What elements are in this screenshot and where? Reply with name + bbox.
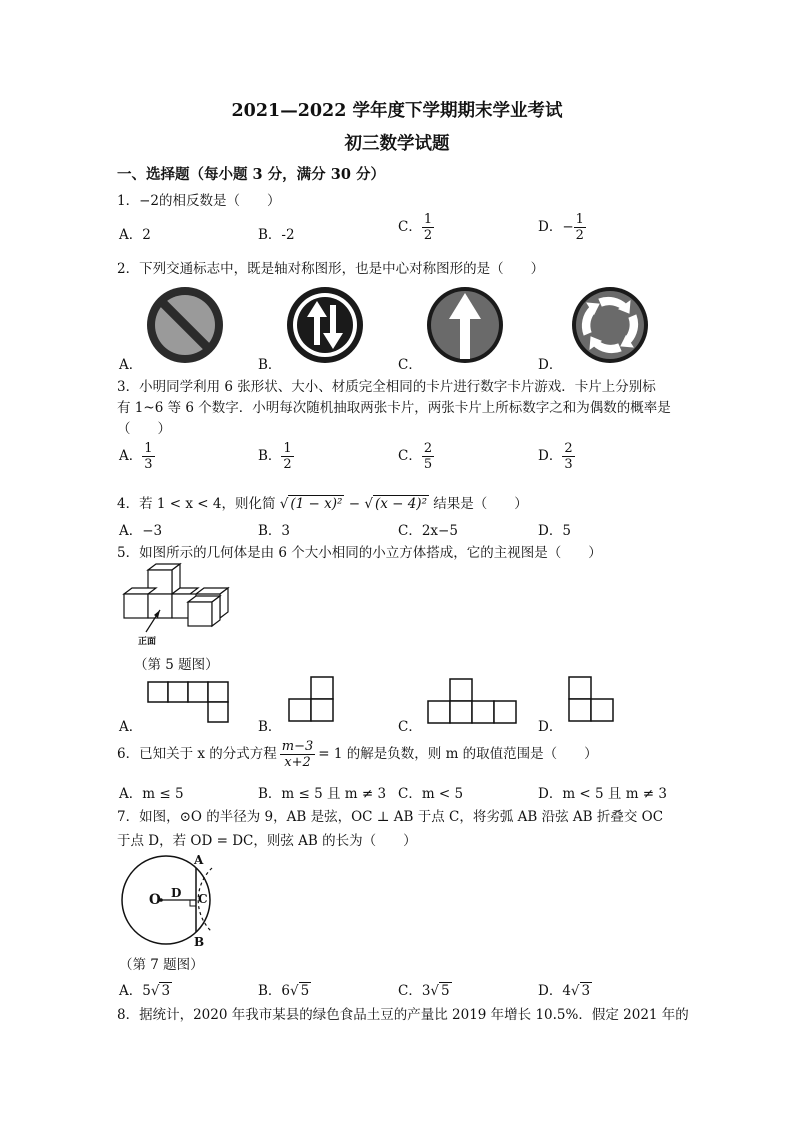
point-c-label: C [198,892,208,906]
point-b-label: B [194,935,205,949]
two-way-traffic-sign-icon [285,285,365,365]
figure-5-caption: （第 5 题图） [134,657,219,673]
radicand: 5 [300,983,310,999]
fraction-numerator: m−3 [281,739,314,754]
q6-option-a: A．m ≤ 5 [119,786,184,802]
option-label: B． [258,448,282,464]
radicand-1: (1 − x)² [290,496,343,512]
option-label: C． [398,448,422,464]
q5-option-b: B． [258,719,282,735]
q5-view-d-figure [567,676,619,724]
q2-option-a: A． [119,357,143,373]
question-7-line-1: 7．如图，⊙O 的半径为 9，AB 是弦，OC ⊥ AB 于点 C，将劣弧 AB 沿弦 AB 折叠交 OC [117,809,664,825]
roundabout-sign-icon [569,285,651,365]
option-label: D． [538,448,563,464]
exam-title: 2021—2022 学年度下学期期末学业考试 [231,101,563,121]
fraction-denominator: 3 [564,457,573,472]
cube-stack-figure [118,562,238,648]
stem-text: = 1 的解是负数，则 m 的取值范围是（ ） [318,746,598,762]
point-a-label: A [194,853,204,867]
option-label: C．3 [398,983,431,999]
exam-subtitle: 初三数学试题 [344,134,450,154]
sqrt-symbol: √ [290,983,299,999]
q5-option-c: C． [398,719,422,735]
q7-option-d [538,979,592,999]
question-1-stem: 1．−2的相反数是（ ） [117,193,281,209]
sqrt-symbol: √ [150,983,160,999]
q7-option-b [258,979,311,999]
q1-option-d [538,212,586,243]
q1-option-c [398,212,434,243]
fraction-denominator: 3 [144,457,153,472]
radicand: 5 [441,983,450,999]
option-label: D．4 [538,983,571,999]
q4-option-d: D．5 [538,523,571,539]
q7-option-c [398,979,452,999]
q2-option-d: D． [538,357,563,373]
straight-ahead-sign-icon [425,285,505,365]
q1-option-b: B．-2 [258,227,295,243]
q6-option-c: C．m < 5 [398,786,464,802]
minus-sign: − [348,496,361,512]
sqrt-symbol: √ [279,496,289,512]
question-6-stem [117,739,598,770]
fraction-numerator: 1 [144,441,153,456]
fraction-denominator: 5 [423,457,433,472]
q1-option-a: A．2 [119,227,151,243]
q5-option-d: D． [538,719,563,735]
q4-option-b: B．3 [258,523,291,539]
sqrt-symbol: √ [570,983,580,999]
fraction-numerator: 2 [564,441,573,456]
q2-option-b: B． [258,357,282,373]
option-label: C． [398,219,422,235]
sqrt-symbol: √ [430,983,440,999]
fraction-denominator: 2 [423,228,433,243]
stem-text: 结果是（ ） [433,496,528,512]
option-label: A．5 [119,983,151,999]
option-label: A． [119,448,143,464]
stem-text: 6．已知关于 x 的分式方程 [117,746,277,762]
no-entry-sign-icon [145,285,225,365]
q3-option-b [258,441,294,472]
q5-view-c-figure [427,678,519,724]
question-2-stem: 2．下列交通标志中，既是轴对称图形，也是中心对称图形的是（ ） [117,261,545,277]
q5-view-b-figure [287,676,335,724]
fraction-numerator: 2 [423,441,433,456]
q5-option-a: A． [119,719,143,735]
section-heading: 一、选择题（每小题 3 分，满分 30 分） [117,166,385,183]
front-view-label: 正面 [138,637,157,647]
q4-option-c: C．2x−5 [398,523,458,539]
stem-text: 4．若 1 < x < 4，则化简 [117,496,276,512]
question-3-line-2: 有 1~6 等 6 个数字．小明每次随机抽取两张卡片，两张卡片上所标数字之和为偶数的概率是 [117,400,671,416]
option-label: D．− [538,219,574,235]
radicand: 3 [581,983,591,999]
option-label: B．6 [258,983,291,999]
q7-option-a [119,979,172,999]
question-8-line-1: 8．据统计，2020 年我市某县的绿色食品土豆的产量比 2019 年增长 10.5%．假定 2021 年的 [117,1007,689,1023]
question-4-stem [117,492,528,512]
q3-option-d [538,441,575,472]
question-5-stem: 5．如图所示的几何体是由 6 个大小相同的小立方体搭成，它的主视图是（ ） [117,545,602,561]
question-7-line-2: 于点 D，若 OD = DC，则弦 AB 的长为（ ） [117,833,417,849]
fraction-numerator: 1 [283,441,292,456]
q3-option-a [119,441,155,472]
fraction-numerator: 1 [423,212,433,227]
point-d-label: D [171,886,182,900]
q6-option-b: B．m ≤ 5 且 m ≠ 3 [258,786,387,802]
question-3-line-1: 3．小明同学利用 6 张形状、大小、材质完全相同的卡片进行数字卡片游戏．卡片上分别标 [117,379,656,395]
sqrt-symbol: √ [364,496,373,512]
fraction-denominator: 2 [283,457,292,472]
radicand: 3 [161,983,171,999]
question-3-line-3: （ ） [117,421,171,437]
fraction-denominator: x+2 [284,755,311,770]
figure-7-caption: （第 7 题图） [119,957,204,973]
q3-option-c [398,441,434,472]
radicand-2: (x − 4)² [374,496,427,512]
q4-option-a: A．−3 [119,523,163,539]
q5-view-a-figure [147,681,231,723]
q6-option-d: D．m < 5 且 m ≠ 3 [538,786,667,802]
point-o-label: O [149,892,161,908]
fraction-numerator: 1 [575,212,584,227]
q2-option-c: C． [398,357,422,373]
fraction-denominator: 2 [575,228,584,243]
